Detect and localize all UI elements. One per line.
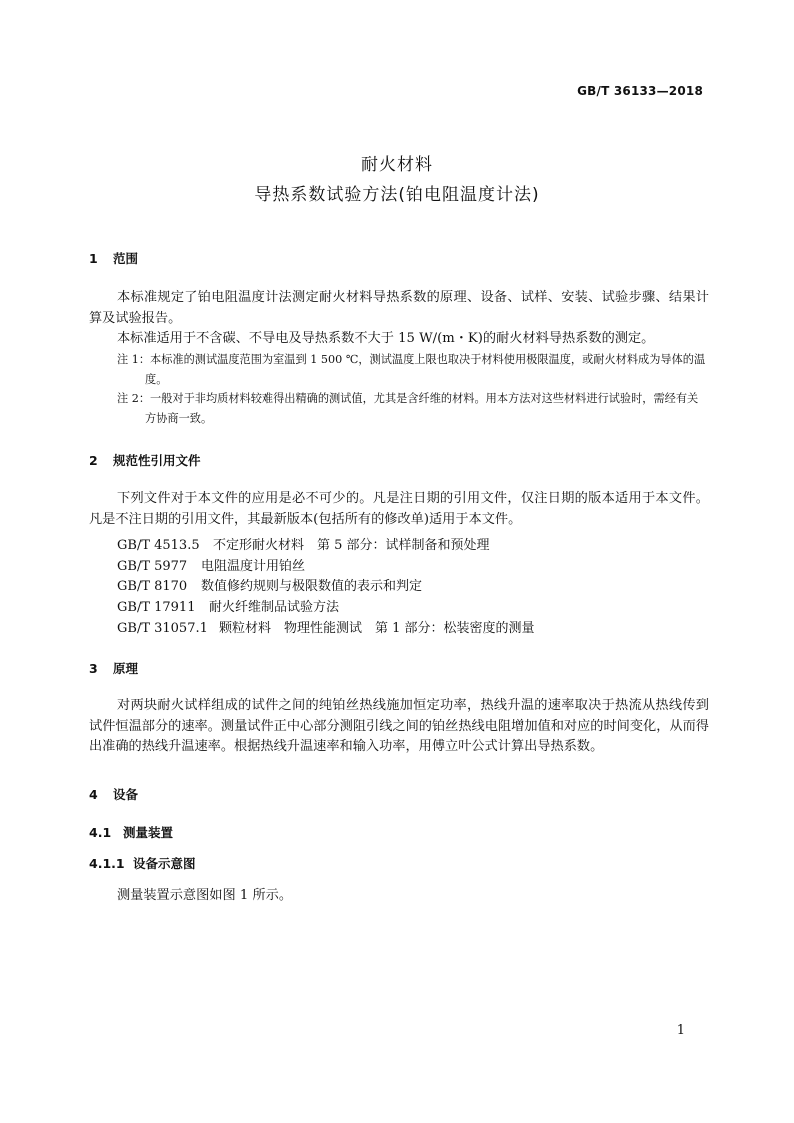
section-4-heading [89, 785, 138, 803]
scope-note-1: 注 1：本标准的测试温度范围为室温到 1 500 ℃，测试温度上限也取决于材料使用极限温度，或耐火材料成为导体的温度。 [117, 353, 706, 386]
section-title: 设备示意图 [133, 856, 196, 871]
section-1-heading [89, 249, 138, 267]
reference-item [117, 617, 535, 636]
section-title: 范围 [113, 251, 139, 266]
reference-item [117, 596, 339, 615]
section-3-heading [89, 659, 138, 677]
section-number: 4 [89, 787, 98, 802]
scope-paragraph-1: 本标准规定了铂电阻温度计法测定耐火材料导热系数的原理、设备、试样、安装、试验步骤、结果计算及试验报告。 [89, 290, 709, 326]
scope-note-2: 注 2：一般对于非均质材料较难得出精确的测试值，尤其是含纤维的材料。用本方法对这些材料进行试验时，需经有关方协商一致。 [117, 392, 699, 425]
section-4-1-1-heading [89, 854, 196, 872]
section-title: 设备 [113, 787, 139, 802]
section-number: 1 [89, 251, 98, 266]
reference-code: GB/T 31057.1 [117, 621, 208, 636]
device-figure-reference: 测量装置示意图如图 1 所示。 [117, 888, 293, 903]
reference-item [117, 555, 305, 574]
section-title: 原理 [113, 661, 139, 676]
references-intro: 下列文件对于本文件的应用是必不可少的。凡是注日期的引用文件，仅注日期的版本适用于本文件。凡是不注日期的引用文件，其最新版本(包括所有的修改单)适用于本文件。 [89, 491, 709, 527]
section-2-heading [89, 451, 201, 469]
section-4-1-heading [89, 823, 173, 841]
reference-code: GB/T 8170 [117, 579, 188, 594]
reference-title: 数值修约规则与极限数值的表示和判定 [201, 579, 423, 594]
section-number: 2 [89, 453, 98, 468]
title-line-2: 导热系数试验方法(铂电阻温度计法) [254, 185, 540, 205]
reference-item [117, 575, 422, 594]
reference-code: GB/T 17911 [117, 600, 196, 615]
reference-code: GB/T 5977 [117, 559, 188, 574]
reference-title: 电阻温度计用铂丝 [201, 559, 306, 574]
section-number: 4.1.1 [89, 856, 125, 871]
standard-code: GB/T 36133—2018 [577, 84, 703, 98]
page-number: 1 [676, 1023, 685, 1038]
title-line-1: 耐火材料 [361, 155, 433, 175]
section-title: 规范性引用文件 [113, 453, 201, 468]
section-number: 4.1 [89, 825, 112, 840]
reference-code: GB/T 4513.5 [117, 538, 200, 553]
reference-title: 耐火纤维制品试验方法 [209, 600, 340, 615]
reference-title: 颗粒材料 物理性能测试 第 1 部分：松装密度的测量 [219, 621, 535, 636]
section-number: 3 [89, 661, 98, 676]
reference-item [117, 534, 490, 553]
principle-paragraph: 对两块耐火试样组成的试件之间的纯铂丝热线施加恒定功率，热线升温的速率取决于热流从热线传到试件恒温部分的速率。测量试件正中心部分测阻引线之间的铂丝热线电阻增加值和对应的时间变化，从而得出准确的热线升温速率。根据热线升温速率和输入功率，用傅立叶公式计算出导热系数。 [89, 698, 709, 754]
scope-paragraph-2: 本标准适用于不含碳、不导电及导热系数不大于 15 W/(m・K)的耐火材料导热系数的测定。 [117, 331, 655, 346]
reference-title: 不定形耐火材料 第 5 部分：试样制备和预处理 [213, 538, 490, 553]
section-title: 测量装置 [123, 825, 174, 840]
